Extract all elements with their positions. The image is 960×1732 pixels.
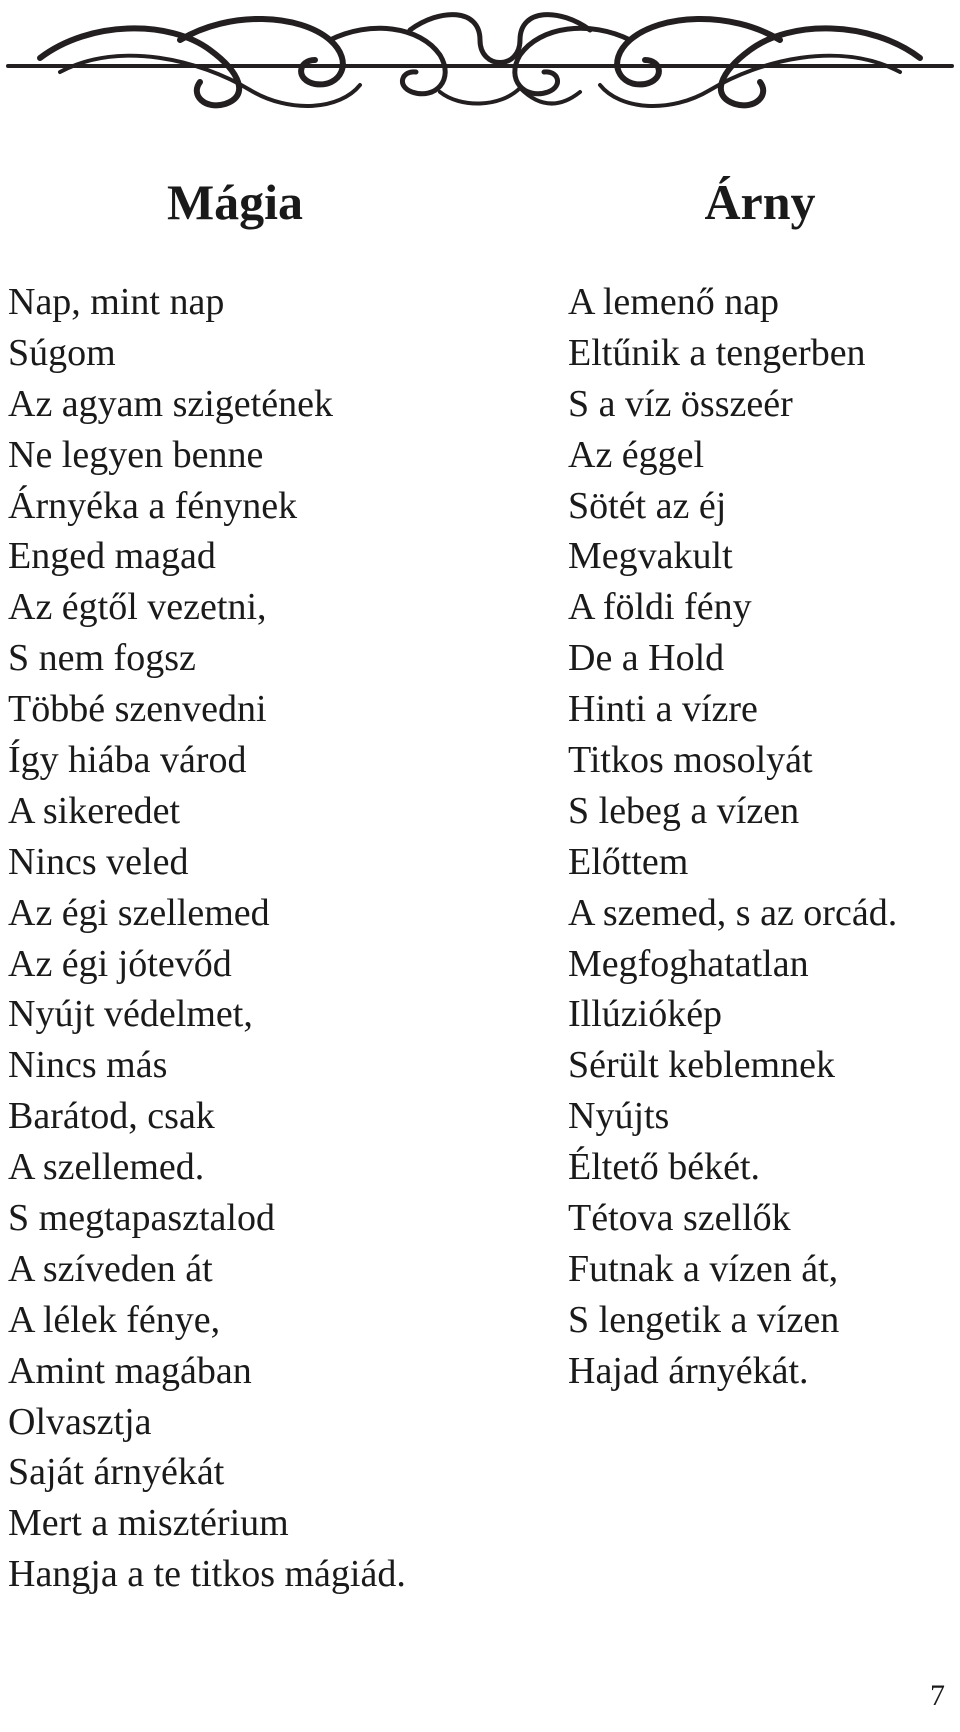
poem-line: Nap, mint nap — [8, 281, 225, 323]
poem-line: Barátod, csak — [8, 1095, 215, 1138]
poem-line: Tétova szellők — [568, 1197, 791, 1240]
poem-line: Mert a misztérium — [8, 1502, 289, 1545]
poem-title-arny: Árny — [704, 174, 816, 230]
poem-line: Így hiába várod — [8, 739, 247, 782]
poem-line: Nyújts — [568, 1095, 670, 1138]
poem-line: Éltető békét. — [568, 1146, 761, 1189]
flourish-divider-icon — [0, 0, 960, 130]
poem-line: A szíveden át — [8, 1247, 213, 1290]
poem-title-magia: Mágia — [166, 174, 304, 230]
poem-line: A szellemed. — [8, 1146, 205, 1189]
page-number: 7 — [930, 1679, 945, 1712]
poem-line: Az égtől vezetni, — [8, 586, 267, 629]
poem-line: Megfoghatatlan — [568, 942, 809, 985]
poem-line: Nincs veled — [8, 840, 189, 883]
poem-line: Eltűnik a tengerben — [568, 331, 866, 374]
poem-line: Az éggel — [568, 433, 705, 476]
poem-line: Amint magában — [8, 1349, 252, 1392]
poem-line: Megvakult — [568, 535, 733, 578]
poem-line: Nincs más — [8, 1044, 168, 1087]
poem-line: Titkos mosolyát — [568, 739, 813, 782]
poem-line: S megtapasztalod — [8, 1197, 275, 1240]
poem-line: Az égi jótevőd — [8, 942, 232, 985]
poem-line: Nyújt védelmet, — [8, 993, 253, 1036]
poem-line: Árnyéka a fénynek — [8, 484, 298, 527]
poem-line: De a Hold — [568, 637, 725, 680]
poem-line: Illúziókép — [568, 993, 723, 1036]
poem-line: Enged magad — [8, 535, 216, 578]
poem-line: A földi fény — [568, 586, 752, 629]
poem-line: Olvasztja — [8, 1400, 152, 1443]
poem-line: Az égi szellemed — [8, 891, 270, 934]
poem-body-magia — [8, 277, 406, 1600]
poem-line: Az agyam szigetének — [8, 382, 333, 425]
poem-line: Sérült keblemnek — [568, 1044, 835, 1087]
poem-line: S lebeg a vízen — [568, 789, 800, 832]
poem-line: Saját árnyékát — [8, 1451, 225, 1494]
poem-line: S lengetik a vízen — [568, 1298, 840, 1341]
poem-line: Ne legyen benne — [8, 433, 264, 476]
poem-line: S a víz összeér — [568, 382, 793, 425]
poem-line: S nem fogsz — [8, 637, 196, 680]
poem-line: A szemed, s az orcád. — [568, 891, 898, 934]
poem-line: A lemenő nap — [568, 281, 780, 323]
poem-line: Hajad árnyékát. — [568, 1349, 809, 1392]
poem-line: A sikeredet — [8, 789, 181, 832]
poem-body-arny — [568, 277, 897, 1397]
poem-line: Többé szenvedni — [8, 688, 267, 731]
poem-line: A lélek fénye, — [8, 1298, 221, 1341]
poem-line: Hinti a vízre — [568, 688, 758, 731]
poem-line: Hangja a te titkos mágiád. — [8, 1553, 406, 1596]
poem-line: Súgom — [8, 331, 116, 374]
poem-line: Futnak a vízen át, — [568, 1247, 839, 1290]
poem-line: Előttem — [568, 840, 689, 883]
poem-line: Sötét az éj — [568, 484, 727, 527]
